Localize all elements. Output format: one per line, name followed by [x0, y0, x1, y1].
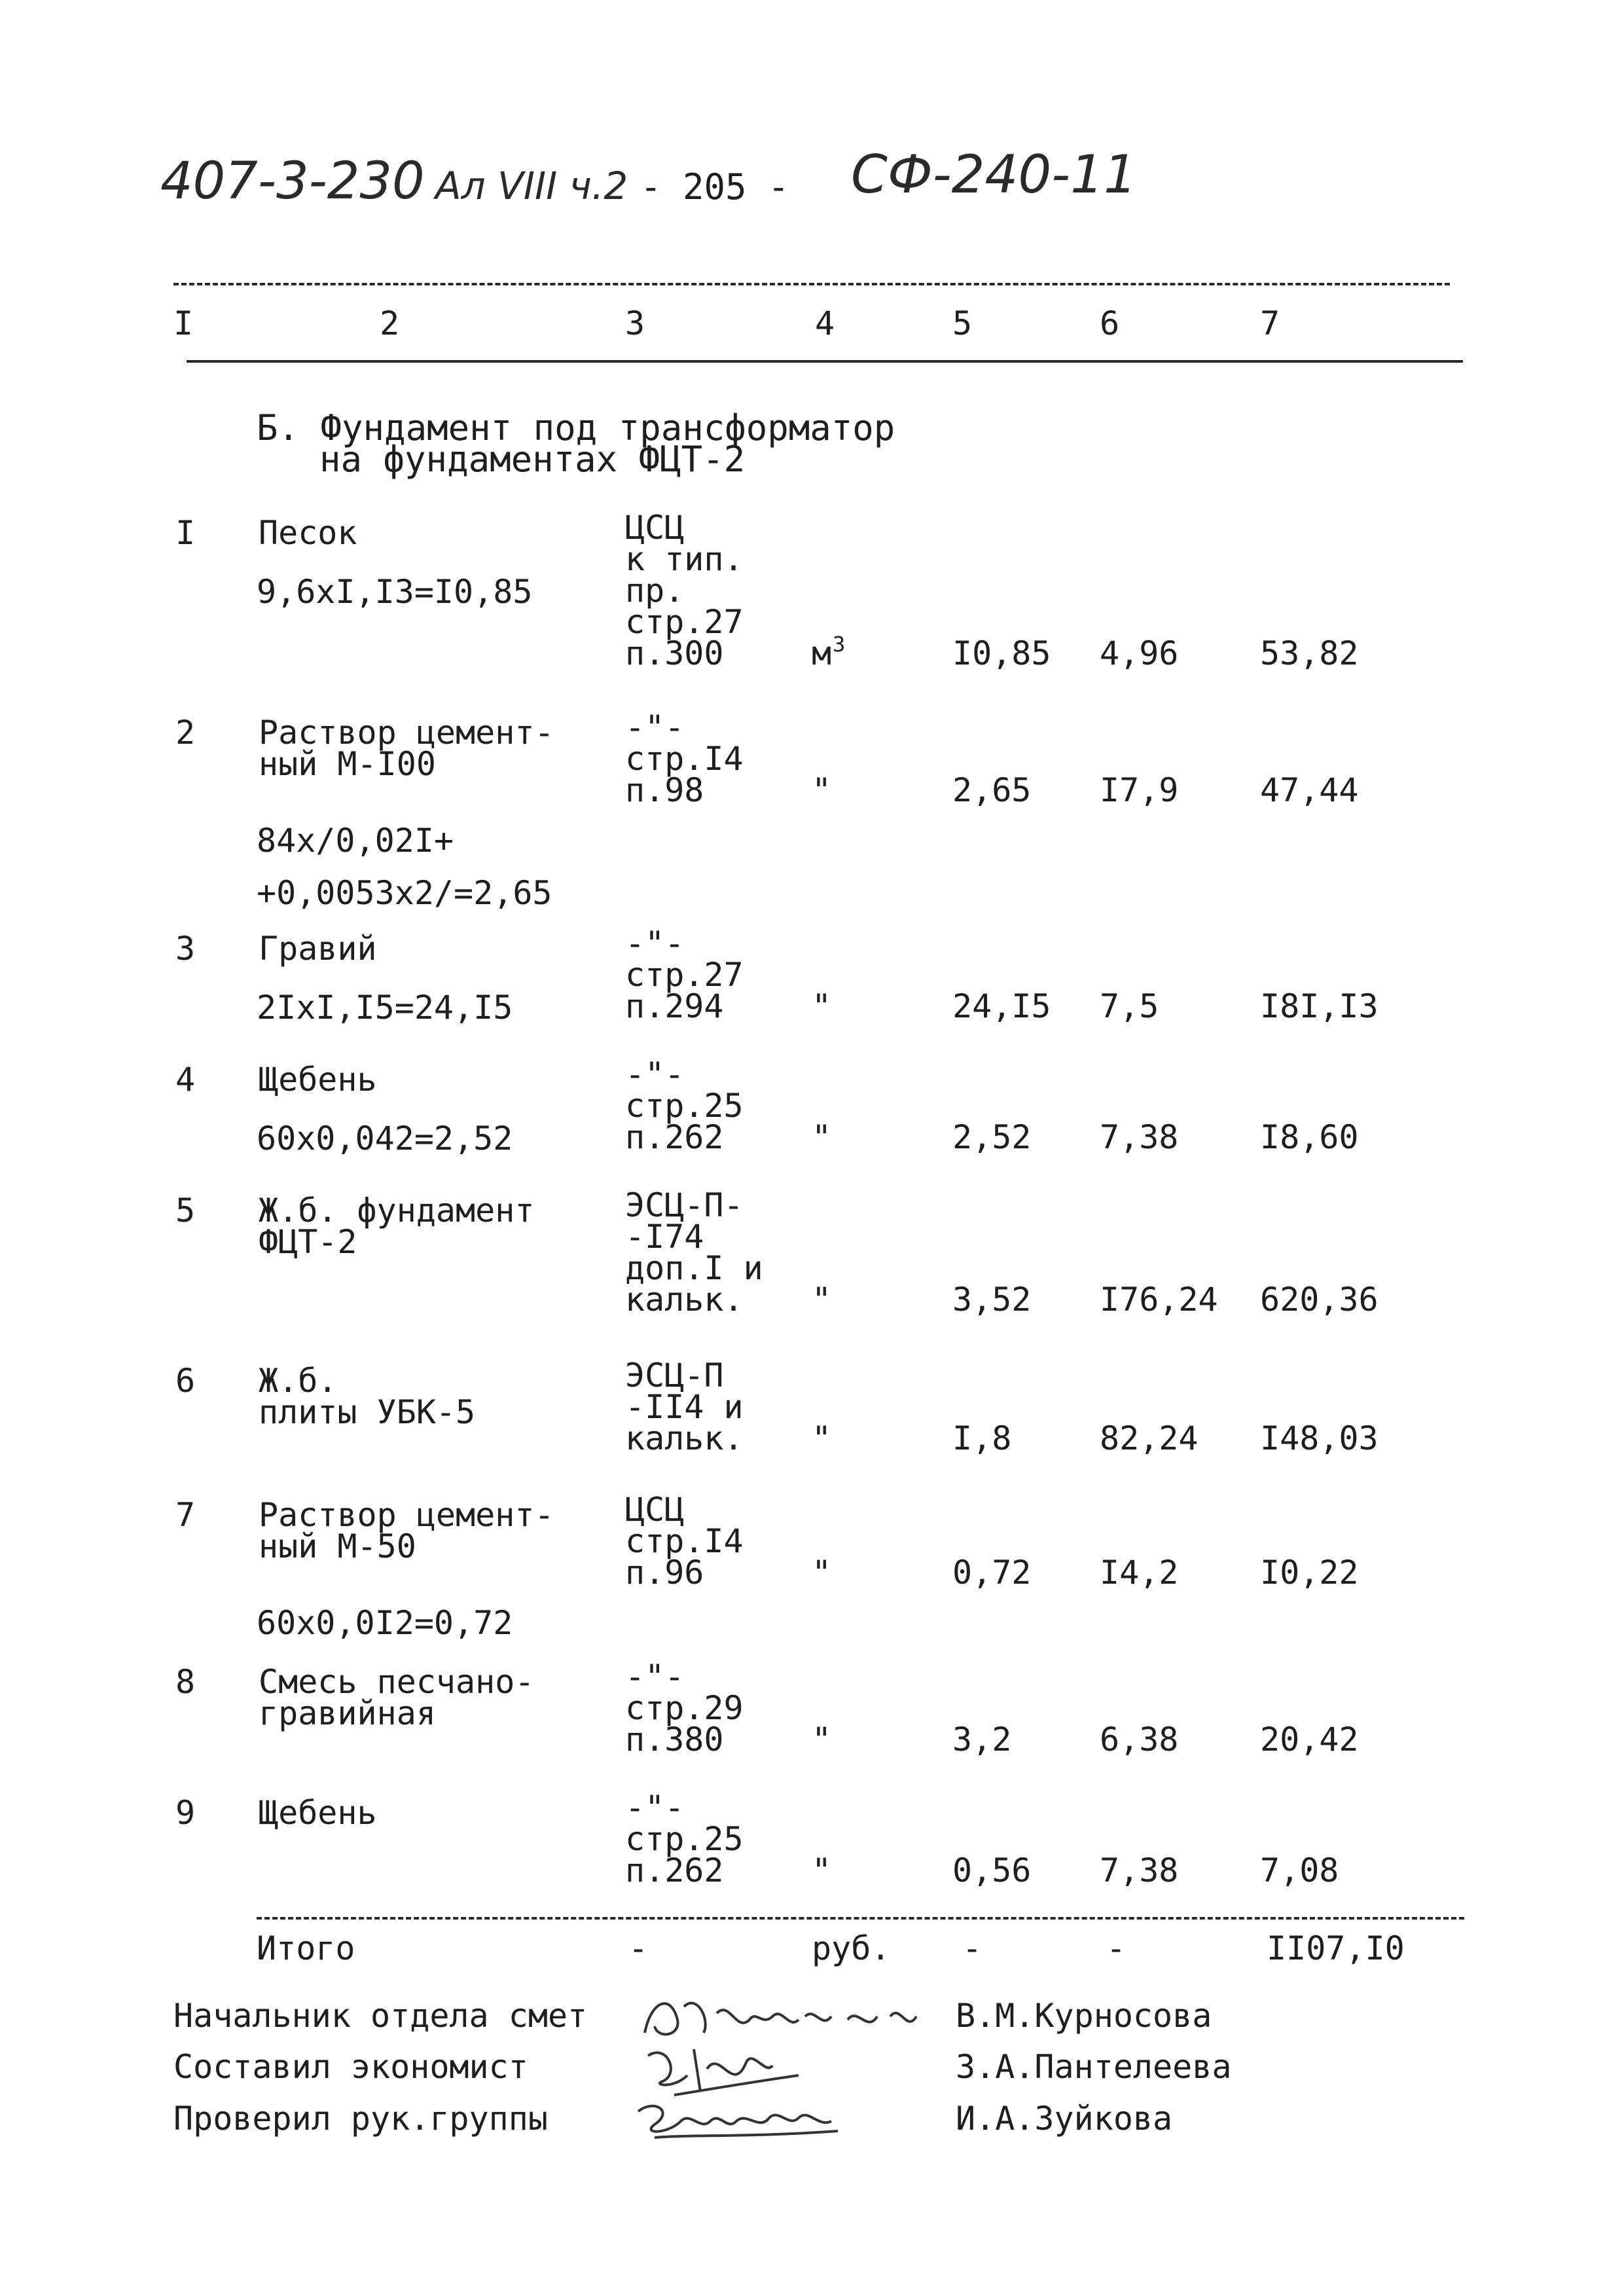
row-source-line: п.262 [625, 1851, 724, 1889]
row-unit-price: I4,2 [1100, 1554, 1179, 1592]
column-header-6: 6 [1100, 304, 1120, 342]
row-name-line: Песок [259, 514, 357, 552]
row-name-line: гравийная [259, 1694, 436, 1732]
row-number: 8 [175, 1663, 196, 1701]
row-unit-price: 7,5 [1100, 987, 1159, 1025]
row-quantity: 2,65 [952, 771, 1032, 809]
row-quantity: 3,52 [952, 1281, 1032, 1319]
column-header-5: 5 [952, 304, 973, 342]
row-source-line: доп.I и [625, 1249, 763, 1287]
row-source-line: -I74 [625, 1218, 704, 1256]
row-unit-price: 4,96 [1100, 634, 1179, 672]
row-quantity: 0,72 [952, 1554, 1032, 1592]
column-header-1: I [173, 304, 194, 342]
column-header-2: 2 [380, 304, 400, 342]
row-unit: " [812, 1554, 832, 1592]
row-source-line: п.380 [625, 1721, 724, 1758]
row-source-line: ЦСЦ [625, 509, 685, 547]
row-source-line: стр.I4 [625, 1522, 744, 1560]
row-source-line: ЭСЦ-П- [625, 1186, 744, 1224]
row-name-line: Раствор цемент- [259, 714, 554, 752]
row-number: 6 [175, 1362, 196, 1400]
row-source-line: п.294 [625, 987, 724, 1025]
row-calculation: 9,6хI,I3=I0,85 [257, 573, 533, 611]
page-number: - 205 - [640, 166, 789, 208]
sheet-code: СФ-240-11 [851, 144, 1137, 205]
row-source-line: п.98 [625, 771, 704, 809]
row-source-line: п.96 [625, 1554, 704, 1592]
row-unit: " [812, 987, 832, 1025]
row-source-line: кальк. [625, 1419, 744, 1457]
row-unit-price: I76,24 [1100, 1281, 1218, 1319]
row-source-line: -"- [625, 1658, 685, 1696]
row-number: 2 [175, 714, 196, 752]
row-name-line: Раствор цемент- [259, 1496, 554, 1534]
signature-name-1: В.М.Курносова [956, 1997, 1212, 2035]
row-source-line: пр. [625, 572, 685, 610]
row-source-line: п.300 [625, 634, 724, 672]
totals-qty: - [962, 1929, 983, 1967]
row-source-line: ЦСЦ [625, 1491, 685, 1529]
row-total: I8I,I3 [1260, 987, 1379, 1025]
signature-role-1: Начальник отдела смет [173, 1997, 588, 2035]
row-quantity: 2,52 [952, 1118, 1032, 1156]
row-number: 7 [175, 1496, 196, 1534]
row-source-line: к тип. [625, 540, 744, 578]
row-name-line: Смесь песчано- [259, 1663, 535, 1701]
row-unit: " [812, 1721, 832, 1758]
row-name-line: Щебень [259, 1061, 377, 1099]
section-title-line-2: на фундаментах ФЦТ-2 [319, 439, 746, 480]
totals-total: II07,I0 [1267, 1929, 1405, 1967]
row-name-line: Ж.б. фундамент [259, 1192, 535, 1230]
row-number: I [175, 514, 196, 552]
row-quantity: I,8 [952, 1419, 1012, 1457]
row-source-line: -"- [625, 1789, 685, 1827]
handwritten-signature-3 [628, 2085, 851, 2151]
row-total: I8,60 [1260, 1118, 1359, 1156]
row-source-line: -II4 и [625, 1388, 744, 1426]
row-source-line: стр.29 [625, 1689, 744, 1727]
signature-role-3: Проверил рук.группы [173, 2100, 548, 2138]
row-calculation: 60х0,0I2=0,72 [257, 1604, 513, 1642]
row-source-line: кальк. [625, 1281, 744, 1319]
row-name-line: Щебень [259, 1794, 377, 1832]
totals-source: - [628, 1929, 649, 1967]
row-source-line: п.262 [625, 1118, 724, 1156]
row-unit: " [812, 771, 832, 809]
signature-name-3: И.А.Зуйкова [956, 2100, 1173, 2138]
section-title-line-1: Б. Фундамент под трансформатор [257, 407, 895, 448]
row-total: 53,82 [1260, 634, 1359, 672]
row-unit-price: 6,38 [1100, 1721, 1179, 1758]
doc-code: 407-3-230 [160, 152, 425, 211]
row-calculation: 60х0,042=2,52 [257, 1120, 513, 1157]
row-unit: " [812, 1281, 832, 1319]
row-name-line: ный М-I00 [259, 745, 436, 783]
row-unit-superscript: 3 [833, 632, 846, 657]
row-total: I48,03 [1260, 1419, 1379, 1457]
row-quantity: I0,85 [952, 634, 1051, 672]
row-name-line: Ж.б. [259, 1362, 338, 1400]
row-unit-price: I7,9 [1100, 771, 1179, 809]
row-unit: " [812, 1851, 832, 1889]
row-total: 7,08 [1260, 1851, 1339, 1889]
row-unit-price: 7,38 [1100, 1118, 1179, 1156]
column-header-4: 4 [815, 304, 835, 342]
row-source-line: -"- [625, 708, 685, 746]
row-total: 20,42 [1260, 1721, 1359, 1758]
row-name-line: ный М-50 [259, 1527, 416, 1565]
row-calculation: 84х/0,02I+ [257, 822, 454, 860]
signature-name-2: З.А.Пантелеева [956, 2048, 1232, 2086]
row-source-line: стр.27 [625, 603, 744, 641]
totals-unit: руб. [812, 1929, 891, 1967]
row-name-line: Гравий [259, 930, 377, 968]
header-bottom-rule [187, 360, 1463, 363]
row-number: 4 [175, 1061, 196, 1099]
row-source-line: стр.I4 [625, 740, 744, 778]
row-source-line: стр.27 [625, 956, 744, 994]
row-number: 5 [175, 1192, 196, 1230]
row-unit: м [812, 634, 832, 672]
row-unit: " [812, 1118, 832, 1156]
row-number: 9 [175, 1794, 196, 1832]
row-total: 620,36 [1260, 1281, 1379, 1319]
totals-price: - [1106, 1929, 1127, 1967]
row-source-line: стр.25 [625, 1087, 744, 1125]
row-unit: " [812, 1419, 832, 1457]
row-calculation: +0,0053х2/=2,65 [257, 874, 552, 912]
row-name-line: плиты УБК-5 [259, 1393, 476, 1431]
row-source-line: -"- [625, 1055, 685, 1093]
album-ref: Ал VIII ч.2 [435, 164, 628, 208]
row-quantity: 24,I5 [952, 987, 1051, 1025]
row-source-line: ЭСЦ-П [625, 1357, 724, 1394]
column-header-7: 7 [1260, 304, 1280, 342]
totals-label: Итого [257, 1929, 355, 1967]
header-top-rule [173, 283, 1450, 285]
row-number: 3 [175, 930, 196, 968]
row-name-line: ФЦТ-2 [259, 1223, 357, 1261]
row-source-line: -"- [625, 924, 685, 962]
row-total: I0,22 [1260, 1554, 1359, 1592]
column-header-3: 3 [625, 304, 645, 342]
row-calculation: 2IхI,I5=24,I5 [257, 989, 513, 1027]
row-source-line: стр.25 [625, 1820, 744, 1858]
row-unit-price: 82,24 [1100, 1419, 1199, 1457]
row-total: 47,44 [1260, 771, 1359, 809]
signature-role-2: Составил экономист [173, 2048, 528, 2086]
row-unit-price: 7,38 [1100, 1851, 1179, 1889]
row-quantity: 0,56 [952, 1851, 1032, 1889]
totals-rule [257, 1917, 1464, 1920]
row-quantity: 3,2 [952, 1721, 1012, 1758]
